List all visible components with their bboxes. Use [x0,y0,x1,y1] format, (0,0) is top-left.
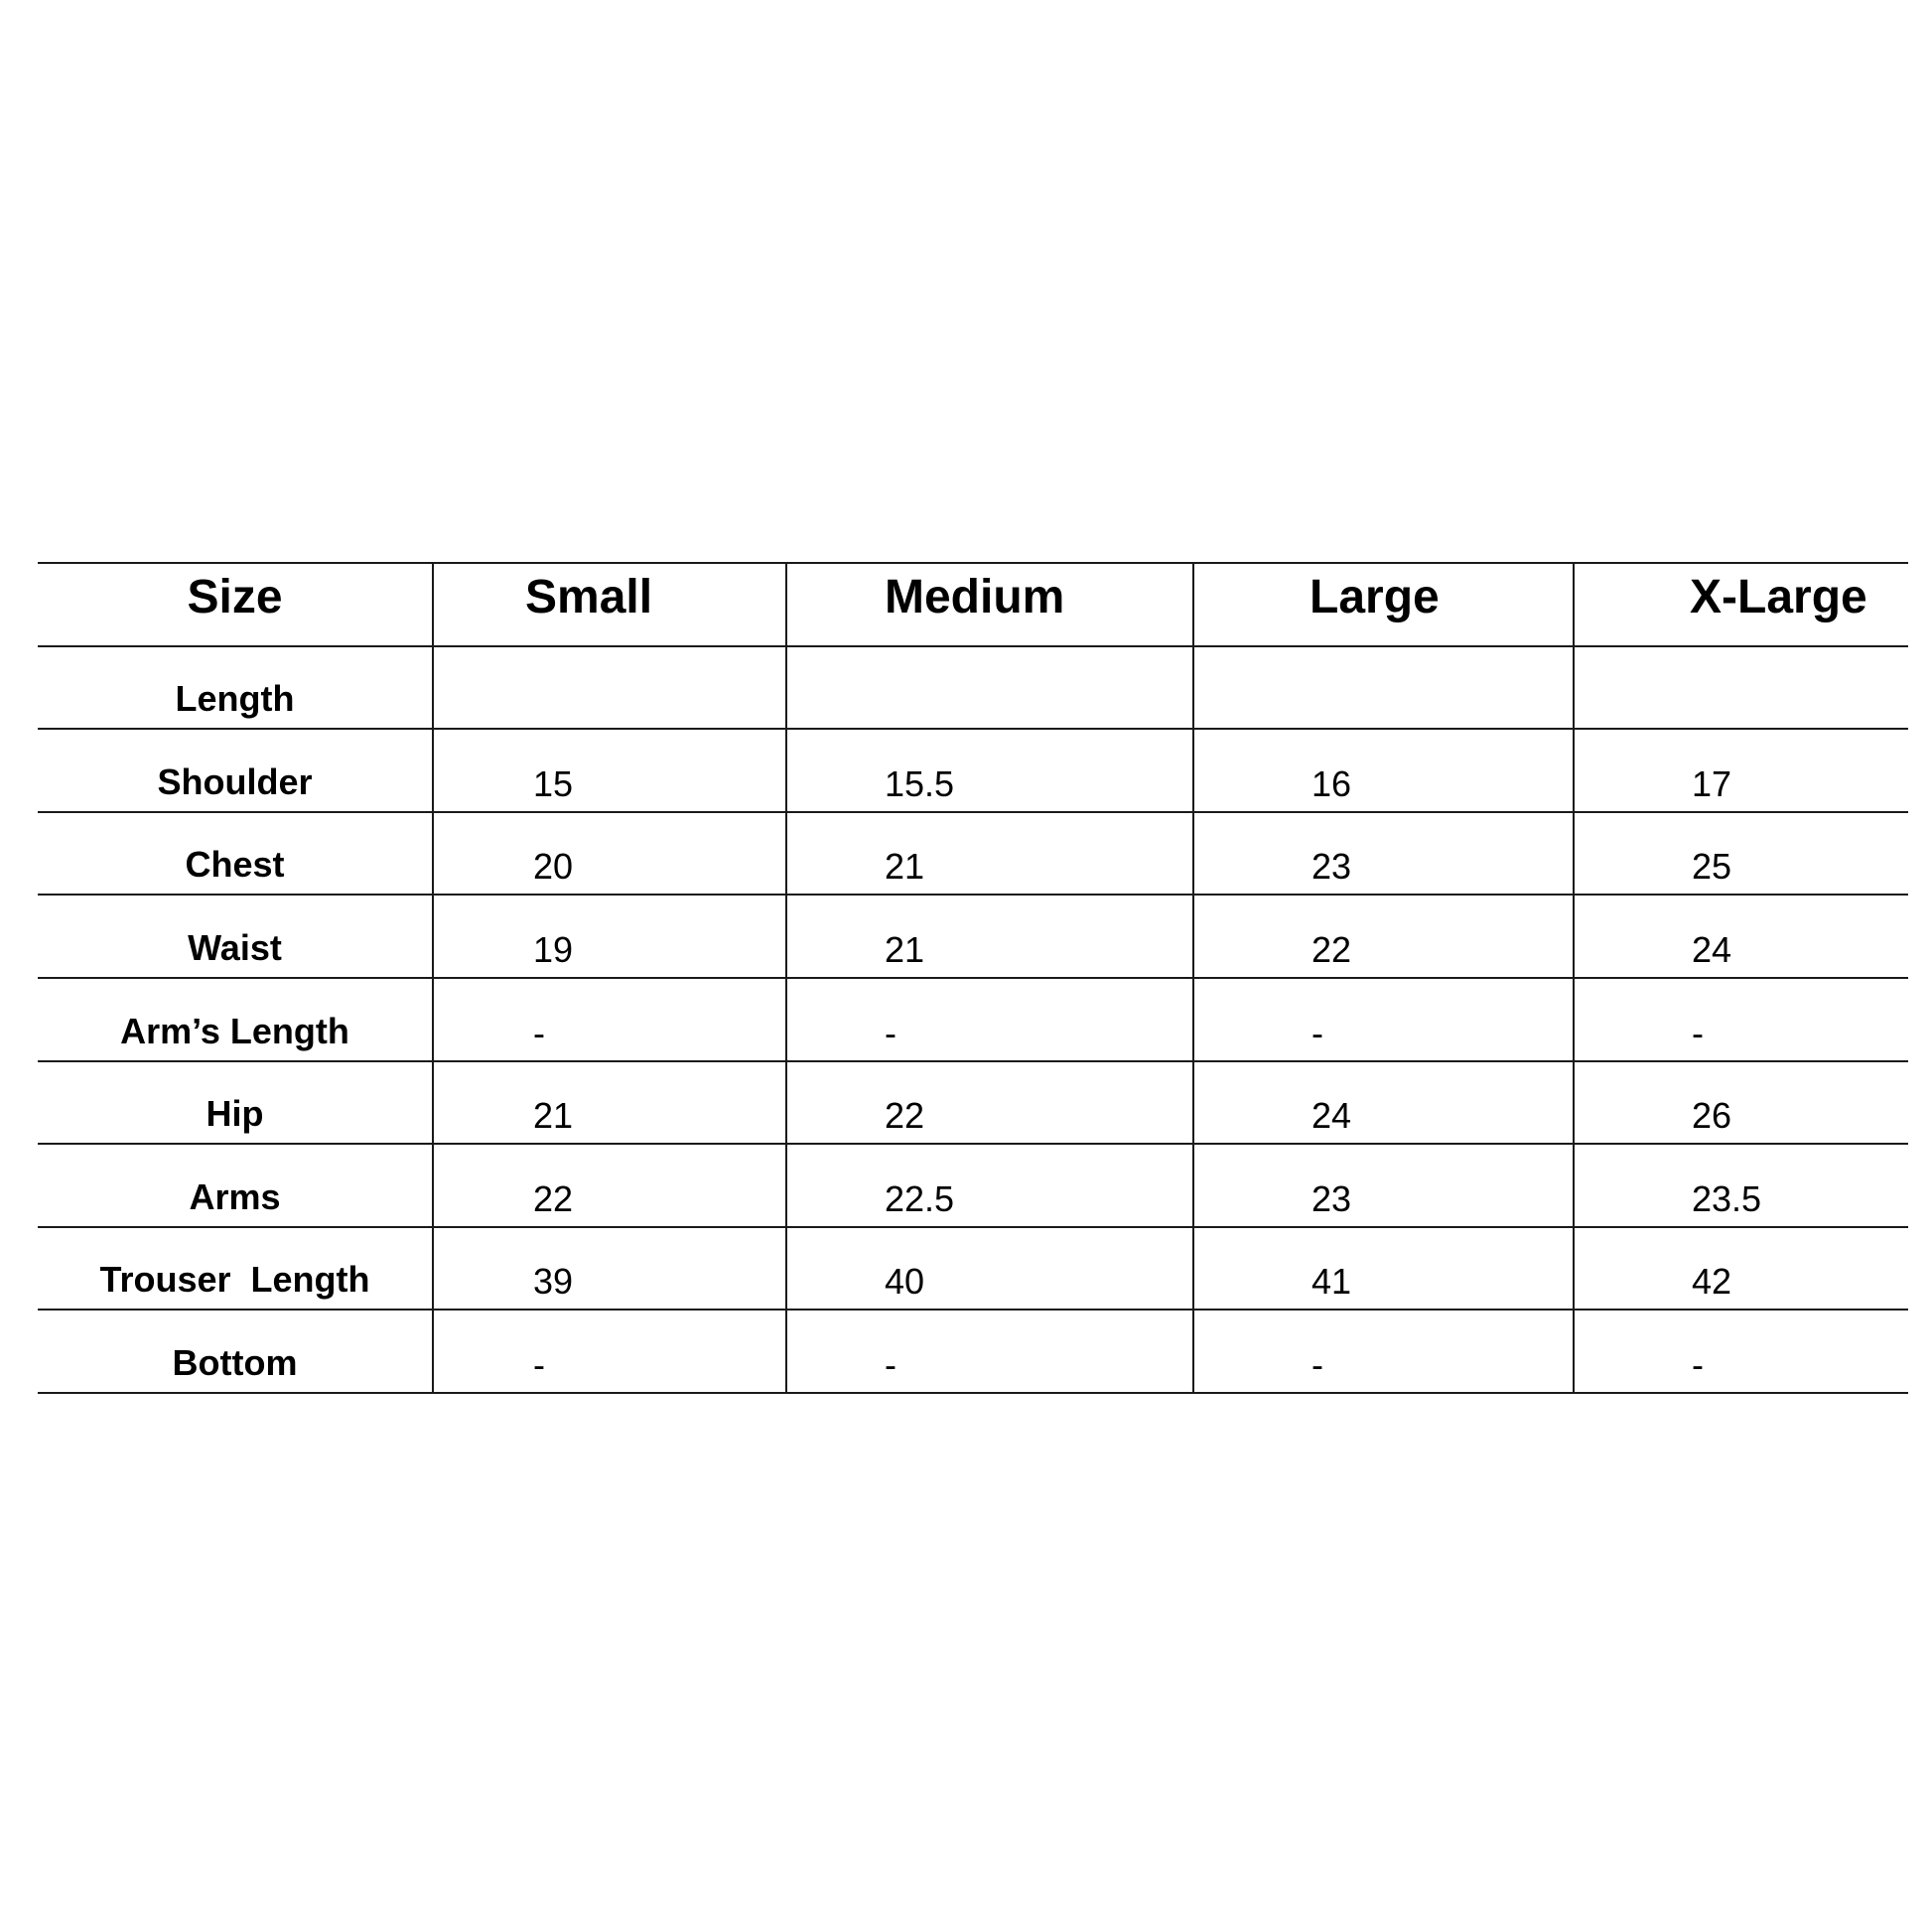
cell-small: 20 [433,812,786,896]
row-label: Length [38,646,433,730]
row-label: Trouser Length [38,1227,433,1311]
table-row [38,646,1908,730]
table-row [38,895,1908,978]
cell-x-large: 24 [1574,895,1908,978]
row-label: Arms [38,1144,433,1227]
header-x-large: X-Large [1574,563,1908,646]
header-medium: Medium [786,563,1193,646]
cell-small: 39 [433,1227,786,1311]
cell-x-large: 42 [1574,1227,1908,1311]
row-label: Chest [38,812,433,896]
cell-medium: 22 [786,1061,1193,1145]
cell-x-large: 25 [1574,812,1908,896]
row-label: Bottom [38,1310,433,1393]
cell-large: 24 [1193,1061,1574,1145]
cell-small: - [433,1310,786,1393]
table-row [38,1061,1908,1145]
cell-x-large: 26 [1574,1061,1908,1145]
cell-x-large: 23.5 [1574,1144,1908,1227]
cell-medium: 15.5 [786,729,1193,812]
cell-x-large: - [1574,978,1908,1061]
cell-medium [786,646,1193,730]
table-row [38,978,1908,1061]
cell-x-large: 17 [1574,729,1908,812]
cell-large [1193,646,1574,730]
cell-medium: - [786,978,1193,1061]
table-row [38,812,1908,896]
cell-small: 22 [433,1144,786,1227]
cell-medium: 21 [786,895,1193,978]
row-label: Shoulder [38,729,433,812]
row-label: Waist [38,895,433,978]
cell-small [433,646,786,730]
cell-medium: 22.5 [786,1144,1193,1227]
table-row [38,1144,1908,1227]
cell-large: 41 [1193,1227,1574,1311]
cell-small: 15 [433,729,786,812]
cell-small: - [433,978,786,1061]
cell-medium: - [786,1310,1193,1393]
cell-large: 16 [1193,729,1574,812]
cell-large: - [1193,978,1574,1061]
table-row [38,1310,1908,1393]
row-label: Arm’s Length [38,978,433,1061]
cell-small: 21 [433,1061,786,1145]
cell-large: - [1193,1310,1574,1393]
table-row [38,729,1908,812]
table-header-row [38,563,1908,646]
header-large: Large [1193,563,1574,646]
size-chart-table [38,562,1908,1394]
cell-small: 19 [433,895,786,978]
cell-medium: 21 [786,812,1193,896]
cell-medium: 40 [786,1227,1193,1311]
table-row [38,1227,1908,1311]
cell-large: 23 [1193,1144,1574,1227]
cell-large: 22 [1193,895,1574,978]
header-size: Size [38,563,433,646]
cell-large: 23 [1193,812,1574,896]
row-label: Hip [38,1061,433,1145]
cell-x-large: - [1574,1310,1908,1393]
cell-x-large [1574,646,1908,730]
header-small: Small [433,563,786,646]
